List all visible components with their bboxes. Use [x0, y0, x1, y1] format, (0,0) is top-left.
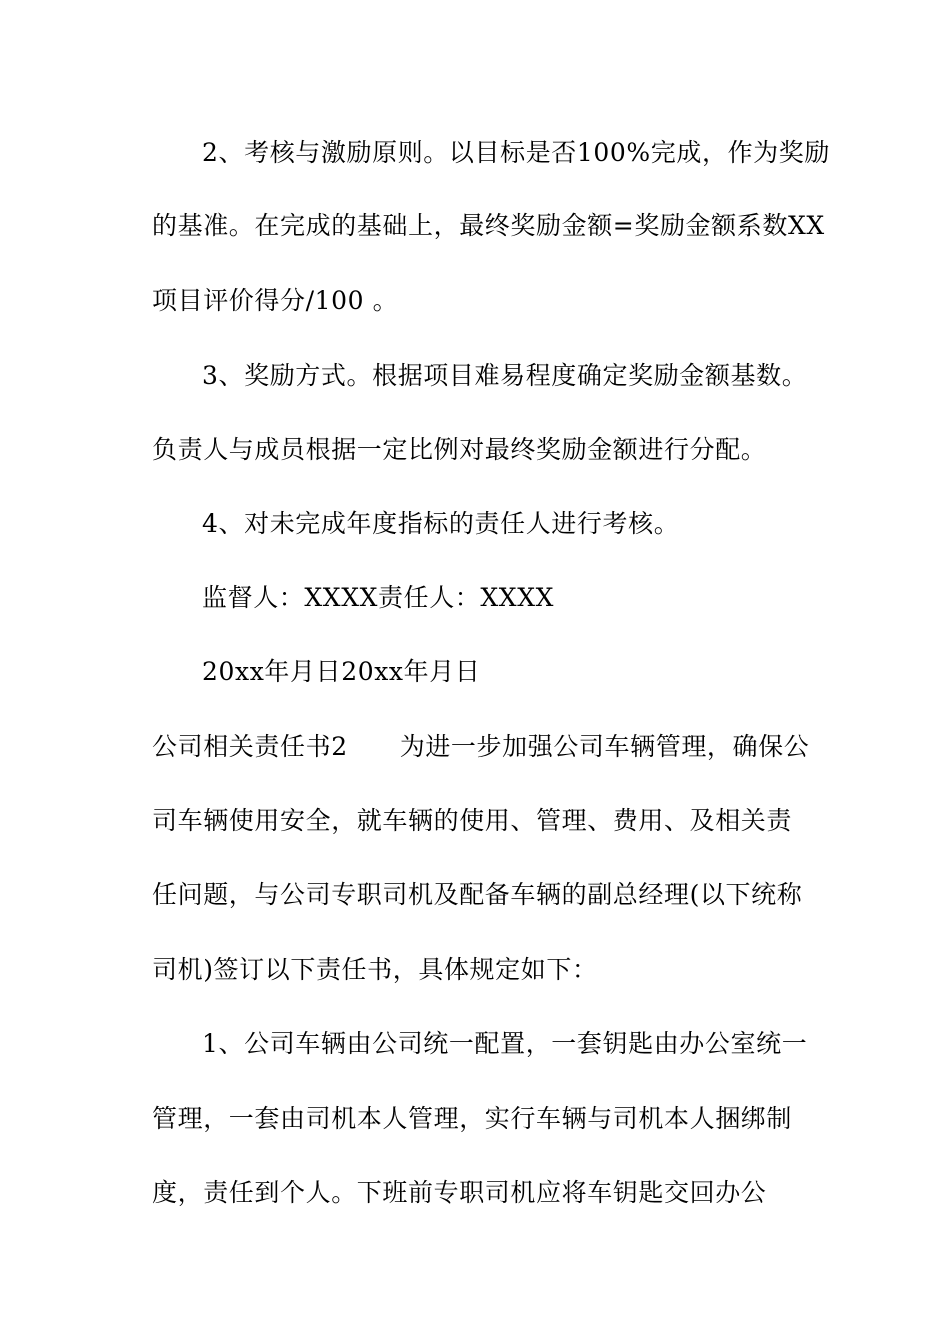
paragraph-line: 司机)签订以下责任书，具体规定如下： — [152, 955, 598, 984]
paragraph-line: 3、奖励方式。根据项目难易程度确定奖励金额基数。 — [202, 361, 808, 390]
paragraph-text: 为进一步加强公司车辆管理，确保公 — [399, 732, 810, 761]
paragraph-line: 4、对未完成年度指标的责任人进行考核。 — [202, 509, 680, 538]
paragraph-line: 1、公司车辆由公司统一配置，一套钥匙由办公室统一 — [202, 1029, 808, 1058]
paragraph-line: 管理，一套由司机本人管理，实行车辆与司机本人捆绑制 — [152, 1104, 793, 1133]
signature-line: 监督人：XXXX责任人：XXXX — [202, 583, 554, 612]
paragraph-line: 项目评价得分/100 。 — [152, 286, 399, 315]
paragraph-line: 任问题，与公司专职司机及配备车辆的副总经理(以下统称 — [152, 880, 803, 909]
date-line: 20xx年月日20xx年月日 — [202, 657, 481, 686]
paragraph-line: 负责人与成员根据一定比例对最终奖励金额进行分配。 — [152, 435, 767, 464]
paragraph-line: 度，责任到个人。下班前专职司机应将车钥匙交回办公 — [152, 1178, 767, 1207]
paragraph-line: 司车辆使用安全，就车辆的使用、管理、费用、及相关责 — [152, 806, 793, 835]
section-start-line — [152, 731, 809, 763]
section-heading: 公司相关责任书2 — [152, 732, 348, 761]
paragraph-line: 的基准。在完成的基础上，最终奖励金额=奖励金额系数XX — [152, 211, 825, 240]
paragraph-line: 2、考核与激励原则。以目标是否100%完成，作为奖励 — [202, 138, 830, 167]
